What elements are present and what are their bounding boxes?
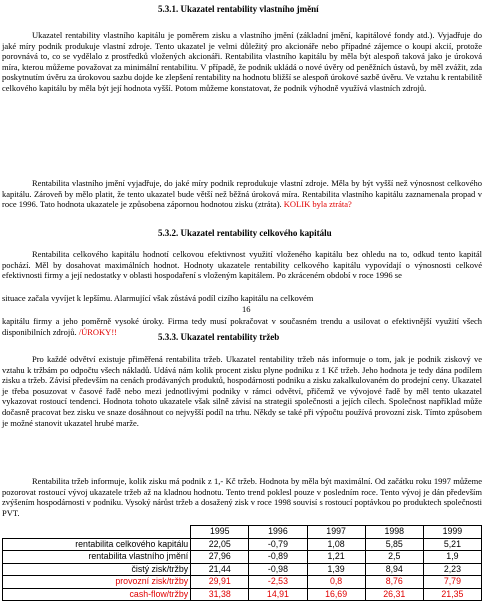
table-cell: 5,85 [365, 538, 423, 551]
row-label: rentabilita celkového kapitálu [3, 538, 191, 551]
row-label: rentabilita vlastního jmění [3, 551, 191, 564]
year-header: 1996 [249, 526, 307, 539]
paragraph-2-2: situace začala vyvíjet k lepšímu. Alarmující však zůstává podíl cizího kapitálu na celkovém [2, 293, 314, 303]
table-cell: 1,9 [423, 551, 481, 564]
table-cell: 0,8 [307, 576, 365, 589]
table-cell: 7,79 [423, 576, 481, 589]
table-cell: 1,08 [307, 538, 365, 551]
page-number: 16 [242, 304, 251, 314]
paragraph-3-1: Pro každé odvětví existuje přiměřená rentabilita tržeb. Ukazatel rentability tržeb nás informuje o tom, jak je podnik ziskový ve vztahu k tržbám po odpočtu všech nákladů. Udává nám kolik procent zisku plyne podniku z 1 Kč tržeb. Jeho hodnota je tedy dána podílem zisku a tržeb. Závisí především na cenách prodávaných produktů, hospodárnosti podniku a zisku zakalkulovaném do prodejní ceny. Ukazatel je třeba posuzovat v časové řadě nebo mezi jednotlivými podniky v rámci odvětví, přičemž ve vývojové řadě by měl tento ukazatel vykazovat rostoucí tendenci. Hodnota tohoto ukazatele však silně závisí na strategii společnosti a jejích cílech. Společnost například může dočasně pracovat bez zisku ve snaze dosáhnout co nejvyšší podíl na trhu. Někdy se také při výpočtu používá provozní zisk. Tímto způsobem je možné stanovit ukazatel hrubé marže. [2, 354, 482, 428]
paragraph-1-1: Ukazatel rentability vlastního kapitálu je poměrem zisku a vlastního jmění (základní jmění, kapitálové fondy atd.). Vyjadřuje do jaké míry podnik produkuje vlastní zdroje. Tento ukazatel je velmi důležitý pro akcionáře nebo případné zájemce o koupi akcií, protože porovnává to, co se vydělalo z prostředků vložených akcionáři. Rentabilita vlastního kapitálu by měla být alespoň taková jako je úroková míra, kterou můžeme považovat za minimální rentabilitu. V případě, že podnik ukládá o nové úvěry od peněžních ústavů, by měl zvážit, zda poskytnutím úvěru za úrokovou sazbu dojde ke zlepšení rentability na hodnotu bližší se alespoň úrokové sazbě úvěru. Ve vztahu k rentabilitě celkového kapitálu by měla být její hodnota vyšší. Potom můžeme konstatovat, že podnik výhodně využívá vlastních zdrojů. [2, 30, 482, 93]
table-cell: 2,5 [365, 551, 423, 564]
table-cell: 14,91 [249, 588, 307, 601]
table-row [3, 551, 482, 564]
table-cell: 5,21 [423, 538, 481, 551]
table-cell: 27,96 [191, 551, 249, 564]
row-label: čistý zisk/tržby [3, 563, 191, 576]
section-heading-1: 5.3.1. Ukazatel rentability vlastního jmění [158, 4, 319, 14]
table-cell: 21,35 [423, 588, 481, 601]
table-cell: 16,69 [307, 588, 365, 601]
red-note-2: /ÚROKY!! [78, 326, 117, 337]
year-header: 1998 [365, 526, 423, 539]
paragraph-2-3-text: kapitálu firmy a jeho poměrně vysoké úroky. Firma tedy musí pokračovat v současném trendu a usilovat o efektivnější využití všech disponibilních zdrojů. [2, 316, 482, 337]
table-row [3, 538, 482, 551]
table-cell: 2,23 [423, 563, 481, 576]
year-header: 1999 [423, 526, 481, 539]
table-row [3, 588, 482, 601]
table-cell: 8,94 [365, 563, 423, 576]
table-cell: 1,21 [307, 551, 365, 564]
table-row [3, 576, 482, 589]
table-row [3, 563, 482, 576]
table-cell: 22,05 [191, 538, 249, 551]
table-cell: 8,76 [365, 576, 423, 589]
table-cell: 31,38 [191, 588, 249, 601]
table-cell: -0,98 [249, 563, 307, 576]
table-header-row [3, 526, 482, 539]
table-cell: 1,39 [307, 563, 365, 576]
red-note-1: KOLIK byla ztráta? [283, 199, 352, 210]
row-label: cash-flow/tržby [3, 588, 191, 601]
paragraph-3-2: Rentabilita tržeb informuje, kolik zisku má podnik z 1,- Kč tržeb. Hodnota by měla být maximální. Od začátku roku 1997 můžeme pozorovat rostoucí vývoj ukazatele tržeb až na kladnou hodnotu. Tento trend poklesl pouze v posledním roce. Tento vývoj je dán především zvýšením hospodárnosti v podniku. Vysoký nárůst tržeb a dosažený zisk v roce 1998 souvisí s rostoucí poptávkou po produktech společnosti PVT. [2, 476, 482, 518]
section-heading-3: 5.3.3. Ukazatel rentability tržeb [158, 332, 280, 342]
table-cell: 21,44 [191, 563, 249, 576]
paragraph-1-2-text: Rentabilita vlastního jmění vyjadřuje, do jaké míry podnik reprodukuje vlastní zdroje. Měla by být vyšší než výnosnost celkového kapitálu. Zároveň by mělo platit, že tento ukazatel bude větší než běžná úroková míra. Rentabilita vlastního kapitálu zaznamenala propad v roce 1996. Tato hodnota ukazatele je způsobena zápornou hodnotou zisku (ztráta). [2, 178, 482, 210]
table-cell: -0,89 [249, 551, 307, 564]
rentability-table [2, 525, 482, 601]
table-cell: -2,53 [249, 576, 307, 589]
section-heading-2: 5.3.2. Ukazatel rentability celkového kapitálu [158, 228, 332, 238]
row-label: provozní zisk/tržby [3, 576, 191, 589]
year-header: 1995 [191, 526, 249, 539]
year-header: 1997 [307, 526, 365, 539]
table-cell: -0,79 [249, 538, 307, 551]
paragraph-1-2 [2, 178, 482, 210]
table-cell: 29,91 [191, 576, 249, 589]
table-corner-cell [3, 526, 191, 539]
table-cell: 26,31 [365, 588, 423, 601]
paragraph-2-1: Rentabilita celkového kapitálu hodnotí celkovou efektivnost využití vloženého kapitálu bez ohledu na to, odkud tento kapitál pochází. Měl by dosahovat maximálních hodnot. Hodnoty ukazatele rentability celkového kapitálu vypovídají o výnosnosti celkové efektivnosti firmy a její nedostatky v oblasti hospodaření s vloženým kapitálem. Po zkráceném období v roce 1996 se [2, 249, 482, 281]
